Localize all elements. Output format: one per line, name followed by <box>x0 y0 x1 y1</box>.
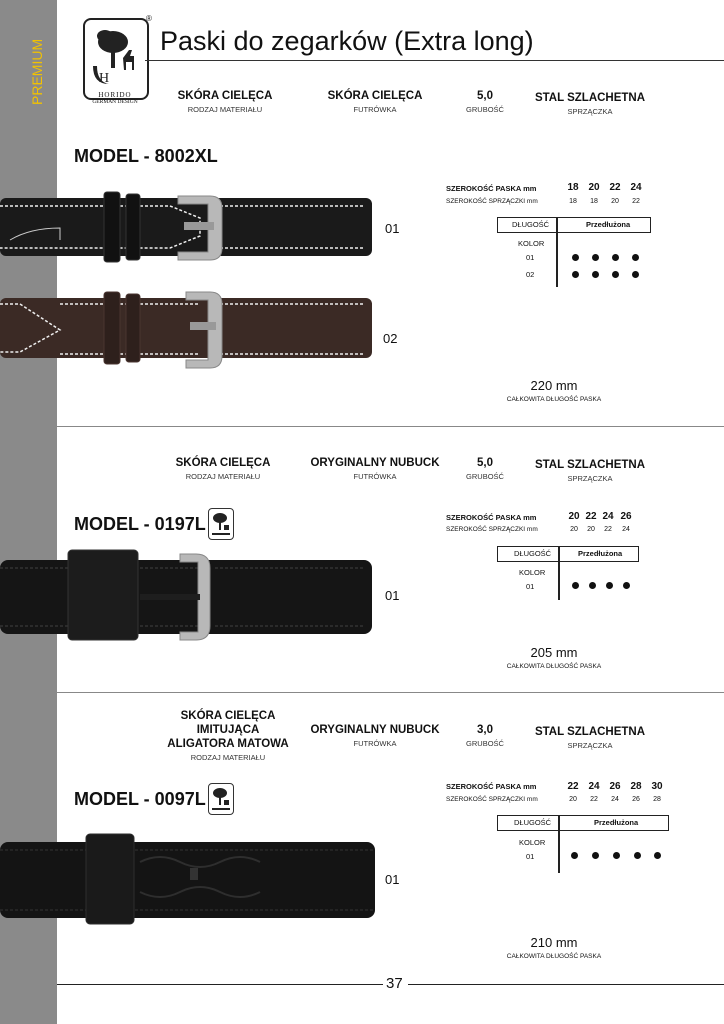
availability-dot <box>613 852 620 859</box>
brand-name: HORIDO <box>98 91 132 99</box>
thickness-attr: 3,0 GRUBOŚĆ <box>466 724 504 748</box>
availability-dot <box>572 582 579 589</box>
availability-dot <box>572 254 579 261</box>
section-divider <box>57 692 724 693</box>
availability-dot <box>571 852 578 859</box>
length-box <box>497 815 669 831</box>
strap-width-label: SZEROKOŚĆ PASKA mm <box>446 184 537 193</box>
variant-label: 02 <box>383 331 398 346</box>
svg-text:H: H <box>99 71 110 86</box>
availability-dot <box>654 852 661 859</box>
buckle-width-value: 18 <box>569 198 577 205</box>
buckle-width-value: 20 <box>570 526 578 533</box>
availability-dot <box>592 271 599 278</box>
strap-image <box>0 188 375 270</box>
availability-dot <box>623 582 630 589</box>
length-box <box>497 546 639 562</box>
strap-width-value: 20 <box>568 511 580 522</box>
availability-dot <box>592 254 599 261</box>
footer-rule <box>57 984 383 985</box>
strap-width-value: 20 <box>588 182 600 193</box>
strap-width-value: 22 <box>567 781 579 792</box>
material-attr: SKÓRA CIELĘCA RODZAJ MATERIAŁU <box>177 90 273 114</box>
strap-width-value: 24 <box>588 781 600 792</box>
brand-subtitle: GERMAN DESIGN <box>92 99 138 105</box>
page-title: Paski do zegarków (Extra long) <box>160 26 534 56</box>
strap-width-value: 22 <box>585 511 597 522</box>
strap-width-label: SZEROKOŚĆ PASKA mm <box>446 513 537 522</box>
table-divider <box>558 815 560 873</box>
strap-width-value: 24 <box>602 511 614 522</box>
title-divider <box>145 60 724 61</box>
color-code: 01 <box>526 852 535 861</box>
buckle-width-value: 18 <box>590 198 598 205</box>
horido-logo <box>83 18 149 100</box>
strap-width-label: SZEROKOŚĆ PASKA mm <box>446 782 537 791</box>
availability-dot <box>589 582 596 589</box>
lining-attr: ORYGINALNY NUBUCK FUTRÓWKA <box>310 457 440 481</box>
color-code: 01 <box>526 582 535 591</box>
total-length: 210 mm CAŁKOWITA DŁUGOŚĆ PASKA <box>506 935 602 960</box>
buckle-width-value: 26 <box>632 796 640 803</box>
registered-mark: ® <box>146 14 152 23</box>
strap-width-value: 22 <box>609 182 621 193</box>
table-divider <box>556 217 558 287</box>
availability-dot <box>572 271 579 278</box>
availability-dot <box>612 254 619 261</box>
buckle-width-value: 24 <box>611 796 619 803</box>
material-attr: SKÓRA CIELĘCA IMITUJĄCA ALIGATORA MATOWA RODZAJ MATERIAŁU <box>167 710 289 762</box>
strap-width-value: 26 <box>620 511 632 522</box>
color-code: 01 <box>526 253 535 262</box>
availability-dot <box>606 582 613 589</box>
buckle-width-value: 22 <box>632 198 640 205</box>
lining-attr: ORYGINALNY NUBUCK FUTRÓWKA <box>310 724 440 748</box>
strap-width-value: 24 <box>630 182 642 193</box>
buckle-width-value: 24 <box>622 526 630 533</box>
availability-dot <box>634 852 641 859</box>
variant-label: 01 <box>385 588 400 603</box>
thickness-attr: 5,0 GRUBOŚĆ <box>466 90 504 114</box>
footer-rule <box>408 984 724 985</box>
length-value: Przedłużona <box>586 220 631 229</box>
horido-mini-logo-icon <box>208 783 234 815</box>
color-label: KOLOR <box>518 239 545 248</box>
buckle-attr: STAL SZLACHETNA SPRZĄCZKA <box>534 92 646 116</box>
availability-dot <box>632 254 639 261</box>
strap-image <box>0 290 375 372</box>
tree-deer-logo-icon <box>85 20 147 90</box>
buckle-width-value: 22 <box>604 526 612 533</box>
strap-width-value: 30 <box>651 781 663 792</box>
availability-dot <box>592 852 599 859</box>
model-title: MODEL - 8002XL <box>74 146 218 166</box>
variant-label: 01 <box>385 872 400 887</box>
color-code: 02 <box>526 270 535 279</box>
buckle-attr: STAL SZLACHETNA SPRZĄCZKA <box>534 459 646 483</box>
buckle-width-label: SZEROKOŚĆ SPRZĄCZKI mm <box>446 796 538 803</box>
material-attr: SKÓRA CIELĘCA RODZAJ MATERIAŁU <box>175 457 271 481</box>
buckle-width-value: 20 <box>611 198 619 205</box>
buckle-width-value: 20 <box>569 796 577 803</box>
color-label: KOLOR <box>519 838 546 847</box>
strap-width-value: 18 <box>567 182 579 193</box>
section-divider <box>57 426 724 427</box>
length-label: DŁUGOŚĆ <box>512 220 550 229</box>
buckle-width-label: SZEROKOŚĆ SPRZĄCZKI mm <box>446 526 538 533</box>
model-title: MODEL - 0097L <box>74 789 206 809</box>
strap-width-value: 26 <box>609 781 621 792</box>
total-length: 205 mm CAŁKOWITA DŁUGOŚĆ PASKA <box>506 645 602 670</box>
model-title: MODEL - 0197L <box>74 514 206 534</box>
buckle-width-value: 22 <box>590 796 598 803</box>
page-number: 37 <box>386 975 403 992</box>
length-box <box>497 217 651 233</box>
length-label: DŁUGOŚĆ <box>514 818 552 827</box>
length-value: Przedłużona <box>578 549 623 558</box>
strap-width-value: 28 <box>630 781 642 792</box>
buckle-width-value: 28 <box>653 796 661 803</box>
table-divider <box>558 546 560 600</box>
buckle-attr: STAL SZLACHETNA SPRZĄCZKA <box>534 726 646 750</box>
horido-mini-logo-icon <box>208 508 234 540</box>
variant-label: 01 <box>385 221 400 236</box>
availability-dot <box>612 271 619 278</box>
length-label: DŁUGOŚĆ <box>514 549 552 558</box>
length-value: Przedłużona <box>594 818 639 827</box>
strap-image <box>0 832 378 926</box>
lining-attr: SKÓRA CIELĘCA FUTRÓWKA <box>327 90 423 114</box>
availability-dot <box>632 271 639 278</box>
buckle-width-label: SZEROKOŚĆ SPRZĄCZKI mm <box>446 198 538 205</box>
sidebar-label: PREMIUM <box>29 38 45 105</box>
strap-image <box>0 548 375 642</box>
total-length: 220 mm CAŁKOWITA DŁUGOŚĆ PASKA <box>506 378 602 403</box>
thickness-attr: 5,0 GRUBOŚĆ <box>466 457 504 481</box>
buckle-width-value: 20 <box>587 526 595 533</box>
color-label: KOLOR <box>519 568 546 577</box>
